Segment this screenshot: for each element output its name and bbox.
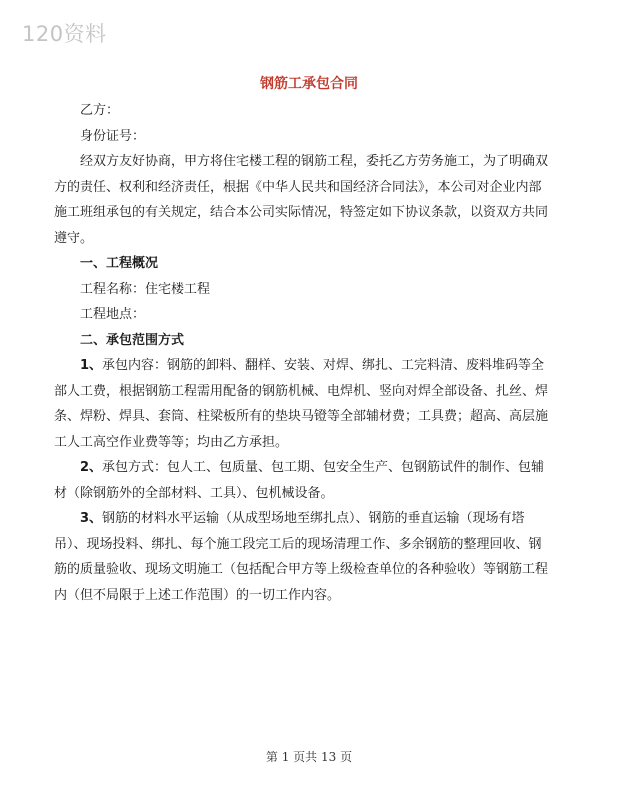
document-body [54, 98, 554, 608]
intro-paragraph: 经双方友好协商，甲方将住宅楼工程的钢筋工程，委托乙方劳务施工，为了明确双方的责任、权利和经济责任，根据《中华人民共和国经济合同法》，本公司对企业内部施工班组承包的有关规定，结合本公司实际情况，特签定如下协议条款，以资双方共同遵守。 [54, 154, 549, 246]
clause-item [54, 455, 554, 506]
clause-number: 2、 [80, 460, 103, 475]
page-footer: 第 1 页共 13 页 [265, 750, 353, 764]
clause-item [54, 506, 554, 608]
clause-number: 3、 [80, 511, 103, 526]
clause-text: 承包方式：包人工、包质量、包工期、包安全生产、包钢筋试件的制作、包辅材（除钢筋外的全部材料、工具）、包机械设备。 [54, 460, 545, 501]
party-b-line: 乙方： [80, 103, 120, 118]
section2-heading: 二、承包范围方式 [80, 332, 185, 348]
clause-text: 承包内容：钢筋的卸料、翻样、安装、对焊、绑扎、工完料清、废料堆码等全部人工费，根据钢筋工程需用配备的钢筋机械、电焊机、竖向对焊全部设备、扎丝、焊条、焊粉、焊具、套筒、柱梁板所有的垫块马镫等全部辅材费；工具费；超高、高层施工人工高空作业费等等；均由乙方承担。 [54, 358, 549, 450]
clause-number: 1、 [80, 358, 103, 373]
clause-text: 钢筋的材料水平运输（从成型场地至绑扎点）、钢筋的垂直运输（现场有塔吊）、现场投料、绑扎、每个施工段完工后的现场清理工作、多余钢筋的整理回收、钢筋的质量验收、现场文明施工（包括配合甲方等上级检查单位的各种验收）等钢筋工程内（但不局限于上述工作范围）的一切工作内容。 [54, 511, 549, 603]
document-title: 钢筋工承包合同 [260, 76, 358, 92]
project-location-line: 工程地点： [80, 307, 146, 322]
section1-heading: 一、工程概况 [80, 256, 159, 271]
id-number-line: 身份证号： [80, 128, 146, 144]
project-name-line: 工程名称：住宅楼工程 [80, 281, 211, 297]
watermark: 120资料 [22, 22, 107, 46]
clause-item [54, 353, 554, 455]
